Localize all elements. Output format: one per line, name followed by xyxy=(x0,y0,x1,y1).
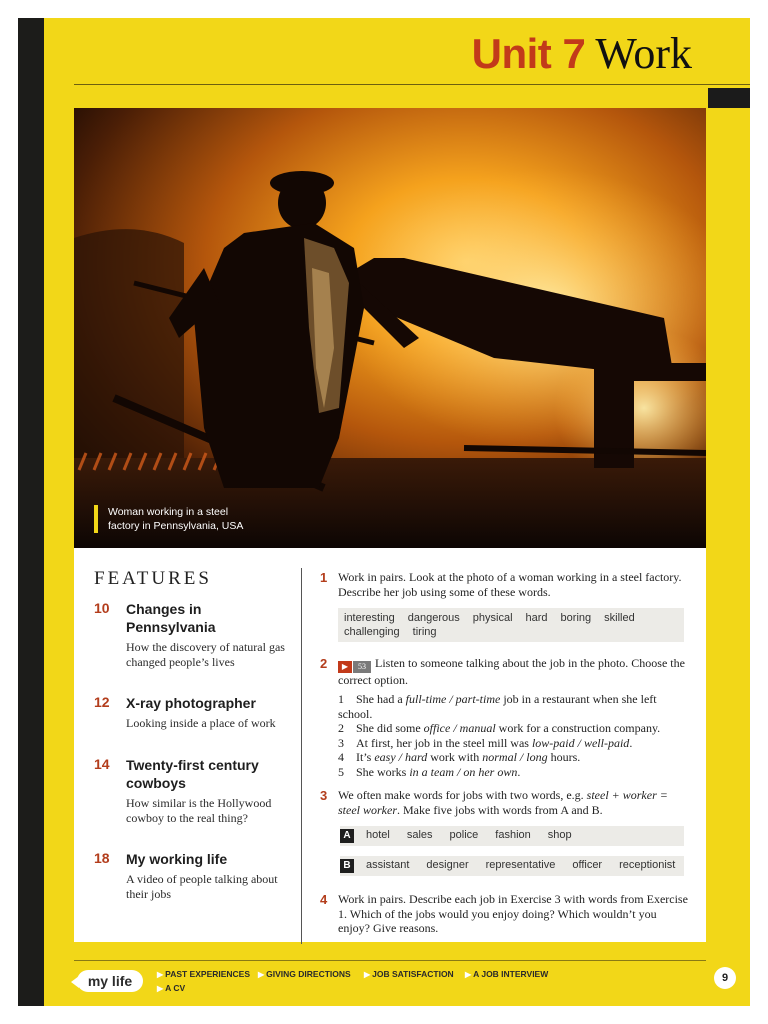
item-text: work for a construction company. xyxy=(495,721,661,735)
item-number: 3 xyxy=(338,735,344,750)
feature-description: A video of people talking about their jobs xyxy=(126,872,278,901)
feature-description: How similar is the Hollywood cowboy to the real thing? xyxy=(126,796,272,825)
unit-label: Unit 7 xyxy=(471,30,586,77)
box-words xyxy=(366,829,589,841)
item-text: It’s xyxy=(356,750,375,764)
footer-topic[interactable] xyxy=(157,983,185,993)
feature-title: X-ray photographer xyxy=(126,695,256,711)
footer-topic-label: A JOB INTERVIEW xyxy=(473,969,549,979)
title-rule xyxy=(74,84,750,85)
arrow-icon: ▶ xyxy=(157,984,164,993)
column-divider xyxy=(301,568,302,944)
item-text: She had a xyxy=(356,692,406,706)
feature-page-number: 10 xyxy=(94,600,110,616)
arrow-icon: ▶ xyxy=(465,970,472,979)
feature-description: How the discovery of natural gas changed people’s lives xyxy=(126,640,285,669)
exercise-number: 1 xyxy=(320,570,328,585)
exercise-text: . Make five jobs with words from A and B. xyxy=(397,802,603,817)
footer-topic-label: PAST EXPERIENCES xyxy=(165,969,251,979)
item-option[interactable]: in a team / on her own xyxy=(409,764,518,779)
word-chip: receptionist xyxy=(619,859,676,871)
feature-item[interactable] xyxy=(94,756,294,840)
feature-description: Looking inside a place of work xyxy=(126,716,276,730)
audio-track-button[interactable] xyxy=(338,658,371,673)
scan-edge-shadow xyxy=(18,18,46,1006)
page-title xyxy=(472,28,692,79)
item-text: job in a restaurant when she left school. xyxy=(338,692,657,721)
list-item xyxy=(338,736,692,751)
item-option[interactable]: low-paid / well-paid xyxy=(531,735,630,750)
box-label: A xyxy=(340,829,354,843)
footer-topic-label: A CV xyxy=(165,983,186,993)
textbook-page xyxy=(44,18,750,1006)
page-number: 9 xyxy=(714,967,736,989)
exercise-example: steel + worker = steel worker xyxy=(338,788,668,817)
feature-item[interactable] xyxy=(94,850,294,900)
footer-topic[interactable] xyxy=(157,969,250,979)
exercise-instructions: Work in pairs. Describe each job in Exercise 3 with words from Exercise 1. Which of the jobs would you enjoy doing? Which wouldn’t you enjoy? Give reasons. xyxy=(338,892,688,935)
option-list xyxy=(338,692,692,779)
item-option[interactable]: full-time / part-time xyxy=(405,692,501,706)
exercise-instructions xyxy=(338,656,690,688)
arrow-icon: ▶ xyxy=(364,970,371,979)
item-text: She works xyxy=(356,764,410,779)
item-number: 2 xyxy=(338,721,344,735)
features-heading: FEATURES xyxy=(94,568,212,589)
item-text: hours. xyxy=(547,750,581,764)
title-bar xyxy=(44,18,750,86)
word-chip: sales xyxy=(406,829,433,841)
item-text: At first, her job in the steel mill was xyxy=(356,735,532,750)
word-chip: police xyxy=(449,829,479,841)
feature-page-number: 14 xyxy=(94,756,110,772)
footer-topic-label: GIVING DIRECTIONS xyxy=(266,969,351,979)
photo-illustration xyxy=(74,108,706,548)
footer-topic[interactable] xyxy=(258,969,351,979)
word-chip: officer xyxy=(572,859,603,871)
content-panel xyxy=(74,548,706,942)
word-chip: hotel xyxy=(366,829,390,841)
word-chip: hard xyxy=(525,612,548,624)
footer-topic-label: JOB SATISFACTION xyxy=(372,969,454,979)
photo-caption xyxy=(94,505,243,533)
feature-page-number: 12 xyxy=(94,694,110,710)
caption-line-1: Woman working in a steel xyxy=(108,506,229,518)
corner-block xyxy=(708,88,750,108)
exercise-number: 2 xyxy=(320,656,328,671)
word-chip: tiring xyxy=(412,626,437,638)
item-number: 1 xyxy=(338,692,344,706)
exercise-text: We often make words for jobs with two words, e.g. xyxy=(338,788,587,802)
arrow-icon: ▶ xyxy=(157,970,164,979)
word-box-a xyxy=(340,826,684,846)
item-text: work with xyxy=(427,750,483,764)
footer-topic[interactable] xyxy=(465,969,548,979)
feature-item[interactable] xyxy=(94,600,294,680)
steel-factory-photo xyxy=(74,108,706,548)
feature-item[interactable] xyxy=(94,694,294,744)
feature-page-number: 18 xyxy=(94,850,110,866)
word-chip: challenging xyxy=(344,626,400,638)
exercise-number: 4 xyxy=(320,892,328,907)
item-number: 5 xyxy=(338,764,344,779)
item-text: She did some xyxy=(356,721,424,735)
word-box-b xyxy=(340,856,684,876)
item-option[interactable]: normal / long xyxy=(482,750,548,764)
word-chip: designer xyxy=(426,859,469,871)
list-item xyxy=(338,721,692,736)
unit-title: Work xyxy=(595,29,692,78)
my-life-badge: my life xyxy=(77,970,143,992)
exercise-instructions: Work in pairs. Look at the photo of a woman working in a steel factory. Describe her job using some of these words. xyxy=(338,570,682,599)
list-item xyxy=(338,692,692,721)
item-option[interactable]: office / manual xyxy=(423,721,496,735)
word-chip: representative xyxy=(485,859,556,871)
box-label: B xyxy=(340,859,354,873)
box-words xyxy=(366,859,692,871)
word-chip: shop xyxy=(547,829,572,841)
word-box xyxy=(338,608,684,642)
item-number: 4 xyxy=(338,750,344,764)
track-number: 53 xyxy=(353,661,371,673)
list-item xyxy=(338,765,692,780)
footer-rule xyxy=(74,960,706,961)
footer-topic[interactable] xyxy=(364,969,454,979)
feature-title: My working life xyxy=(126,851,228,867)
word-chip: skilled xyxy=(604,612,635,624)
play-icon: ▶ xyxy=(338,661,352,673)
word-chip: dangerous xyxy=(407,612,460,624)
word-chip: fashion xyxy=(495,829,531,841)
word-chip: assistant xyxy=(366,859,410,871)
item-text: . xyxy=(629,735,633,750)
exercise-text: Listen to someone talking about the job in the photo. Choose the correct option. xyxy=(338,656,685,687)
exercise-number: 3 xyxy=(320,788,328,803)
footer xyxy=(44,956,750,1006)
word-chip: physical xyxy=(472,612,513,624)
word-chip: interesting xyxy=(344,612,395,624)
list-item xyxy=(338,750,692,765)
exercise-instructions xyxy=(338,788,690,817)
caption-line-2: factory in Pennsylvania, USA xyxy=(108,520,244,532)
feature-title: Changes in Pennsylvania xyxy=(126,601,216,635)
word-chip: boring xyxy=(560,612,592,624)
arrow-icon: ▶ xyxy=(258,970,265,979)
item-option[interactable]: easy / hard xyxy=(374,750,428,764)
feature-title: Twenty-first century cowboys xyxy=(126,757,259,791)
item-text: . xyxy=(517,764,521,779)
